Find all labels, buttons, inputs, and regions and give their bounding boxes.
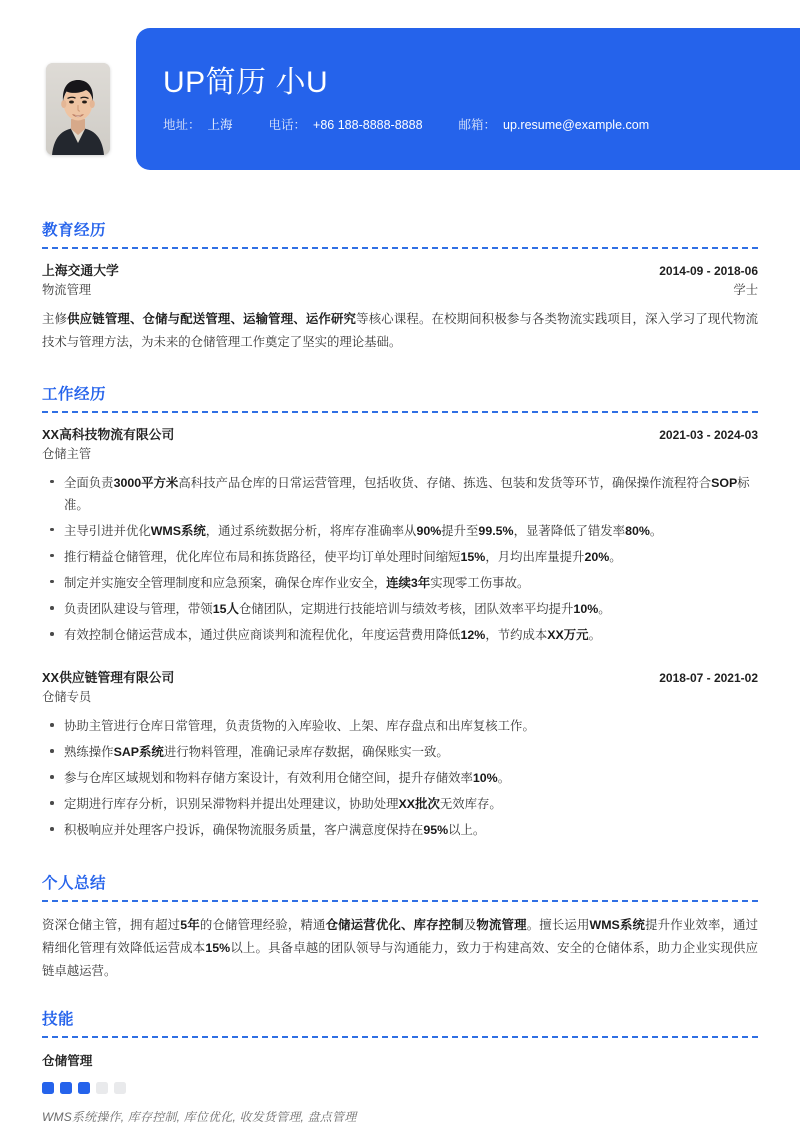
contact-email[interactable]: [459, 115, 650, 133]
resume-header: [0, 0, 800, 200]
work-entry-top: [42, 425, 758, 445]
work-role: 仓储主管: [42, 446, 92, 461]
skill-keywords: WMS系统操作, 库存控制, 库位优化, 收发货管理, 盘点管理: [42, 1110, 357, 1125]
section-title-skills: 技能: [42, 1011, 75, 1029]
section-divider-skills: [42, 1036, 758, 1038]
education-degree: 学士: [733, 282, 758, 297]
education-date: 2014-09 - 2018-06: [659, 264, 758, 278]
skill-item: [42, 1050, 758, 1125]
header-text-block: [163, 28, 780, 170]
education-school: 上海交通大学: [42, 263, 119, 278]
work-entry: [42, 668, 758, 841]
skill-level-square: [78, 1082, 90, 1094]
list-item: 协助主管进行仓库日常管理，负责货物的入库验收、上架、库存盘点和出库复核工作。: [42, 715, 758, 737]
education-entry: [42, 261, 758, 354]
work-entry: [42, 425, 758, 646]
education-entry-top: [42, 261, 758, 281]
contact-row: [163, 115, 780, 133]
skill-level-square: [60, 1082, 72, 1094]
contact-address-label: 地址：: [163, 118, 201, 132]
section-summary: [42, 845, 758, 983]
contact-address-value: 上海: [207, 118, 233, 132]
list-item: 负责团队建设与管理，带领15人仓储团队，定期进行技能培训与绩效考核，团队效率平均提升10%。: [42, 598, 758, 620]
contact-address: [163, 115, 233, 133]
list-item: 推行精益仓储管理，优化库位布局和拣货路径，使平均订单处理时间缩短15%，月均出库量提升20%。: [42, 546, 758, 568]
skill-level-square: [42, 1082, 54, 1094]
skill-level-square: [114, 1082, 126, 1094]
avatar: [46, 63, 110, 155]
list-item: 积极响应并处理客户投诉，确保物流服务质量，客户满意度保持在95%以上。: [42, 819, 758, 841]
section-title-work: 工作经历: [42, 385, 107, 403]
contact-phone-label: 电话：: [268, 118, 307, 132]
page-title: UP简历 小U: [163, 66, 329, 99]
list-item: 熟练操作SAP系统进行物料管理，准确记录库存数据，确保账实一致。: [42, 741, 758, 763]
list-item: 定期进行库存分析，识别呆滞物料并提出处理建议，协助处理XX批次无效库存。: [42, 793, 758, 815]
work-date: 2021-03 - 2024-03: [659, 427, 758, 442]
resume-body: [0, 200, 800, 1125]
section-title-summary: 个人总结: [42, 875, 107, 893]
summary-text: 资深仓储主管，拥有超过5年的仓储管理经验，精通仓储运营优化、库存控制及物流管理。擅长运用WMS系统提升作业效率，通过精细化管理有效降低运营成本15%以上。具备卓越的团队领导与沟通能力，致力于构建高效、安全的仓储体系，助力企业实现供应链卓越运营。: [42, 918, 759, 979]
section-title-education: 教育经历: [42, 222, 107, 239]
section-divider-summary: [42, 900, 758, 902]
work-entry-bottom: [42, 688, 758, 707]
list-item: 主导引进并优化WMS系统，通过系统数据分析，将库存准确率从90%提升至99.5%，显著降低了错发率80%。: [42, 520, 758, 542]
skill-level-square: [96, 1082, 108, 1094]
work-bullet-list: [42, 472, 758, 647]
list-item: 制定并实施安全管理制度和应急预案，确保仓库作业安全，连续3年实现零工伤事故。: [42, 572, 758, 594]
list-item: 参与仓库区域规划和物料存储方案设计，有效利用仓储空间，提升存储效率10%。: [42, 767, 758, 789]
work-entry-top: [42, 668, 758, 688]
section-skills: [42, 983, 758, 1125]
work-bullet-list: [42, 715, 758, 841]
contact-email-label: 邮箱：: [458, 118, 497, 132]
section-divider-work: [42, 411, 758, 413]
skill-name: 仓储管理: [42, 1054, 93, 1069]
list-item: 有效控制仓储运营成本，通过供应商谈判和流程优化，年度运营费用降低12%，节约成本XX万元。: [42, 624, 758, 646]
skill-level-indicator: [42, 1082, 758, 1094]
section-work: [42, 358, 758, 842]
work-role: 仓储专员: [42, 690, 92, 704]
section-divider-education: [42, 247, 758, 249]
contact-phone: [269, 115, 423, 133]
education-entry-bottom: [42, 281, 758, 300]
list-item: 全面负责3000平方米高科技产品仓库的日常运营管理，包括收货、存储、拣选、包装和发货等环节，确保操作流程符合SOP标准。: [42, 472, 758, 516]
work-company: XX高科技物流有限公司: [42, 426, 175, 442]
contact-email-value[interactable]: up.resume@example.com: [503, 118, 650, 132]
contact-phone-value: +86 188-8888-8888: [313, 118, 423, 132]
work-entry-bottom: [42, 445, 758, 464]
section-education: [42, 200, 758, 354]
work-company: XX供应链管理有限公司: [42, 670, 175, 686]
education-description: 主修供应链管理、仓储与配送管理、运输管理、运作研究等核心课程。在校期间积极参与各类物流实践项目，深入学习了现代物流技术与管理方法，为未来的仓储管理工作奠定了坚实的理论基础。: [42, 311, 759, 349]
work-date: 2018-07 - 2021-02: [659, 671, 758, 686]
education-major: 物流管理: [42, 282, 92, 297]
